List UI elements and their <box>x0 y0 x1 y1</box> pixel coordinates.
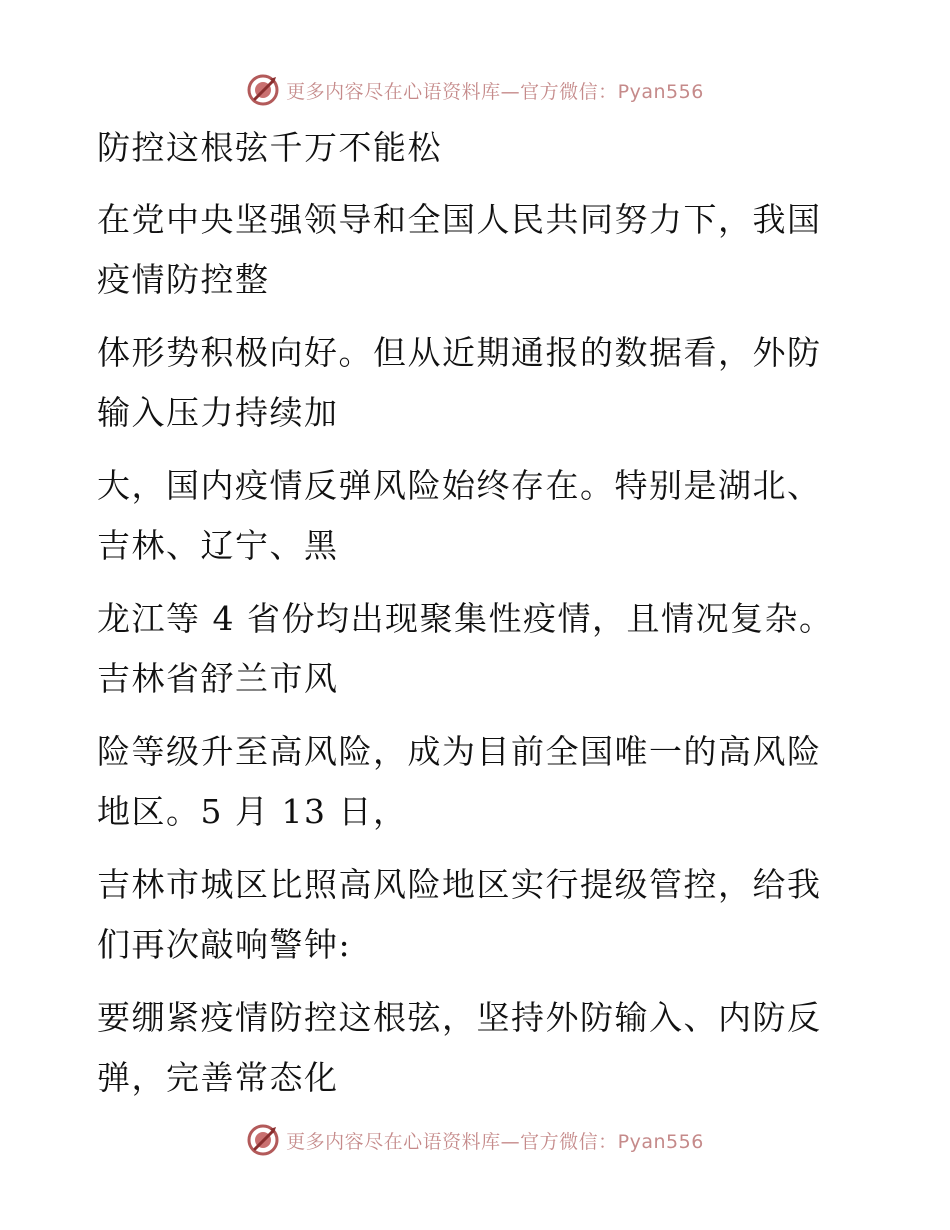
text-line: 们再次敲响警钟: <box>97 925 352 964</box>
text-line: 吉林、辽宁、黑 <box>97 526 339 565</box>
logo-icon <box>246 73 280 107</box>
text-line: 吉林市城区比照高风险地区实行提级管控，给我 <box>97 865 822 904</box>
text-line: 体形势积极向好。但从近期通报的数据看，外防 <box>97 333 822 372</box>
footer-banner-text: 更多内容尽在心语资料库—官方微信：Pyan556 <box>286 1130 704 1153</box>
header-banner <box>0 70 950 110</box>
text-line: 输入压力持续加 <box>97 393 339 432</box>
text-line: 防控这根弦千万不能松 <box>97 128 442 167</box>
text-line: 龙江等 4 省份均出现聚集性疫情，且情况复杂。 <box>97 599 834 638</box>
text-line: 险等级升至高风险，成为目前全国唯一的高风险 <box>97 732 822 771</box>
text-line: 吉林省舒兰市风 <box>97 659 339 698</box>
header-banner-text: 更多内容尽在心语资料库—官方微信：Pyan556 <box>286 80 704 103</box>
logo-icon <box>246 1123 280 1157</box>
footer-banner <box>0 1120 950 1160</box>
text-line: 弹，完善常态化 <box>97 1058 339 1097</box>
text-line: 大，国内疫情反弹风险始终存在。特别是湖北、 <box>97 466 822 505</box>
text-line: 要绷紧疫情防控这根弦，坚持外防输入、内防反 <box>97 998 822 1037</box>
text-line: 疫情防控整 <box>97 260 270 299</box>
text-line: 在党中央坚强领导和全国人民共同努力下，我国 <box>97 200 822 239</box>
text-line: 地区。5 月 13 日， <box>97 792 408 831</box>
